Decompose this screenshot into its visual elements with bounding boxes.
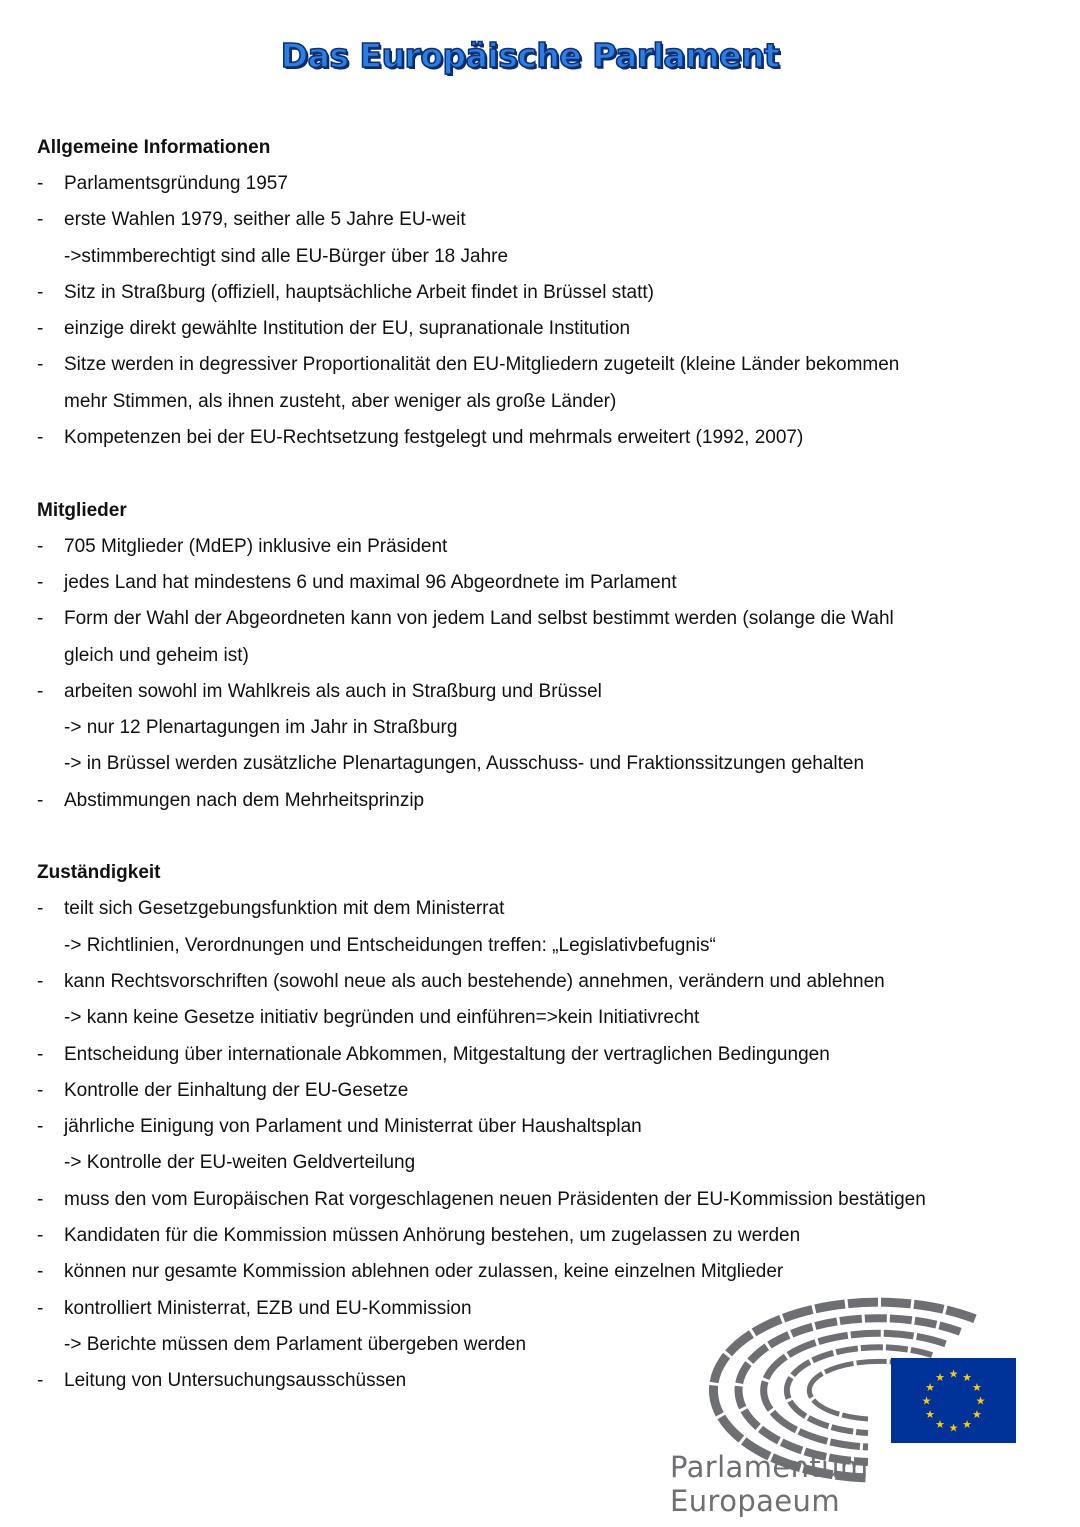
bullet-dash bbox=[37, 746, 64, 782]
list-item bbox=[37, 275, 1037, 311]
bullet-dash: - bbox=[37, 680, 44, 702]
bullet-dash: - bbox=[37, 571, 44, 593]
bullet-dash bbox=[37, 239, 64, 275]
section-heading: Zuständigkeit bbox=[37, 862, 161, 884]
list-item bbox=[37, 239, 1037, 275]
list-item bbox=[37, 1109, 1037, 1145]
bullet-dash: - bbox=[37, 898, 44, 920]
list-item bbox=[37, 746, 1037, 782]
list-item-text: muss den vom Europäischen Rat vorgeschlagenen neuen Präsidenten der EU-Kommission bestätigen bbox=[64, 1188, 926, 1210]
star-icon: ★ bbox=[975, 1395, 986, 1408]
list-item-text: Entscheidung über internationale Abkommen, Mitgestaltung der vertraglichen Bedingungen bbox=[64, 1043, 830, 1065]
list-item-text: -> kann keine Gesetze initiativ begründen und einführen=>kein Initiativrecht bbox=[64, 1007, 700, 1029]
bullet-dash: - bbox=[37, 354, 44, 376]
list-item bbox=[37, 420, 1037, 456]
bullet-dash: - bbox=[37, 318, 44, 340]
list-item bbox=[37, 601, 1037, 637]
logo-caption: Parlamentum Europaeum bbox=[670, 1450, 869, 1518]
star-icon: ★ bbox=[925, 1409, 936, 1421]
list-item-text: Kompetenzen bei der EU-Rechtsetzung festgelegt und mehrmals erweitert (1992, 2007) bbox=[64, 427, 804, 449]
list-item bbox=[37, 710, 1037, 746]
list-item bbox=[37, 1182, 1037, 1218]
star-icon: ★ bbox=[948, 1368, 959, 1381]
bullet-dash bbox=[37, 384, 64, 420]
bullet-dash: - bbox=[37, 1079, 44, 1101]
star-icon: ★ bbox=[971, 1382, 982, 1394]
list-item-text: jährliche Einigung von Parlament und Ministerrat über Haushaltsplan bbox=[64, 1116, 642, 1138]
list-item-text: kontrolliert Ministerrat, EZB und EU-Kommission bbox=[64, 1297, 472, 1319]
section-spacer bbox=[37, 819, 1037, 855]
list-item-text: Kandidaten für die Kommission müssen Anhörung bestehen, um zugelassen zu werden bbox=[64, 1225, 801, 1247]
list-item bbox=[37, 384, 1037, 420]
star-icon: ★ bbox=[935, 1372, 945, 1385]
star-icon: ★ bbox=[971, 1409, 982, 1421]
list-item-text: 705 Mitglieder (MdEP) inklusive ein Präsident bbox=[64, 535, 448, 557]
list-item-text: können nur gesamte Kommission ablehnen oder zulassen, keine einzelnen Mitglieder bbox=[64, 1261, 784, 1283]
section-heading: Mitglieder bbox=[37, 499, 127, 521]
list-item bbox=[37, 674, 1037, 710]
bullet-dash: - bbox=[37, 173, 44, 194]
list-item-text: -> Berichte müssen dem Parlament übergeben werden bbox=[64, 1333, 527, 1355]
list-item-text: -> nur 12 Plenartagungen im Jahr in Straßburg bbox=[64, 717, 458, 739]
bullet-dash: - bbox=[37, 1043, 44, 1065]
page-title: Das Europäische Parlament bbox=[280, 36, 780, 75]
bullet-dash: - bbox=[37, 209, 44, 231]
list-item-text: jedes Land hat mindestens 6 und maximal 96 Abgeordnete im Parlament bbox=[64, 571, 677, 593]
bullet-dash bbox=[37, 1000, 64, 1036]
list-item bbox=[37, 1037, 1037, 1073]
bullet-dash: - bbox=[37, 789, 44, 811]
bullet-dash: - bbox=[37, 1116, 44, 1138]
star-icon: ★ bbox=[935, 1418, 945, 1431]
list-item-text: Sitze werden in degressiver Proportionalität den EU-Mitgliedern zugeteilt (kleine Länder bekommen bbox=[64, 354, 900, 376]
bullet-dash bbox=[37, 1145, 64, 1181]
list-item bbox=[37, 891, 1037, 927]
star-icon: ★ bbox=[921, 1395, 932, 1408]
list-item-text: Leitung von Untersuchungsausschüssen bbox=[64, 1370, 407, 1392]
bullet-dash: - bbox=[37, 427, 44, 449]
list-item bbox=[37, 964, 1037, 1000]
star-icon: ★ bbox=[962, 1418, 972, 1431]
list-item-text: Kontrolle der Einhaltung der EU-Gesetze bbox=[64, 1079, 409, 1101]
bullet-dash: - bbox=[37, 281, 44, 303]
bullet-dash bbox=[37, 1327, 64, 1363]
list-item bbox=[37, 1145, 1037, 1181]
list-item bbox=[37, 202, 1037, 238]
list-item-text: einzige direkt gewählte Institution der EU, supranationale Institution bbox=[64, 318, 631, 340]
list-item-text: Sitz in Straßburg (offiziell, hauptsächliche Arbeit findet in Brüssel statt) bbox=[64, 281, 654, 303]
bullet-dash: - bbox=[37, 1261, 44, 1283]
section-spacer bbox=[37, 456, 1037, 492]
star-icon: ★ bbox=[962, 1372, 972, 1385]
list-item bbox=[37, 1073, 1037, 1109]
list-item bbox=[37, 1000, 1037, 1036]
bullet-dash bbox=[37, 710, 64, 746]
list-item bbox=[37, 1218, 1037, 1254]
list-item-text: ->stimmberechtigt sind alle EU-Bürger über 18 Jahre bbox=[64, 245, 509, 267]
list-item-text: -> Richtlinien, Verordnungen und Entscheidungen treffen: „Legislativbefugnis“ bbox=[64, 934, 716, 956]
list-item bbox=[37, 565, 1037, 601]
list-item-text: -> in Brüssel werden zusätzliche Plenartagungen, Ausschuss- und Fraktionssitzungen gehalten bbox=[64, 753, 865, 775]
star-icon: ★ bbox=[948, 1422, 959, 1435]
list-item-text: teilt sich Gesetzgebungsfunktion mit dem Ministerrat bbox=[64, 898, 505, 920]
list-item-text: -> Kontrolle der EU-weiten Geldverteilung bbox=[64, 1152, 416, 1174]
list-item-text: Abstimmungen nach dem Mehrheitsprinzip bbox=[64, 789, 425, 811]
bullet-dash: - bbox=[37, 1297, 44, 1319]
list-item bbox=[37, 783, 1037, 819]
bullet-dash: - bbox=[37, 970, 44, 992]
list-item bbox=[37, 928, 1037, 964]
list-item bbox=[37, 166, 1037, 202]
bullet-dash: - bbox=[37, 535, 44, 557]
bullet-dash bbox=[37, 638, 64, 674]
list-item bbox=[37, 1254, 1037, 1290]
list-item bbox=[37, 638, 1037, 674]
bullet-dash bbox=[37, 928, 64, 964]
list-item-text: Parlamentsgründung 1957 bbox=[64, 173, 288, 194]
list-item bbox=[37, 311, 1037, 347]
document-body bbox=[37, 130, 1037, 1400]
list-item-text: mehr Stimmen, als ihnen zusteht, aber weniger als große Länder) bbox=[64, 390, 617, 412]
bullet-dash: - bbox=[37, 1370, 44, 1392]
bullet-dash: - bbox=[37, 1188, 44, 1210]
list-item-text: Form der Wahl der Abgeordneten kann von jedem Land selbst bestimmt werden (solange die Wahl bbox=[64, 608, 894, 630]
list-item-text: erste Wahlen 1979, seither alle 5 Jahre EU-weit bbox=[64, 209, 466, 231]
list-item bbox=[37, 347, 1037, 383]
list-item-text: kann Rechtsvorschriften (sowohl neue als auch bestehende) annehmen, verändern und ablehnen bbox=[64, 970, 885, 992]
list-item-text: gleich und geheim ist) bbox=[64, 644, 249, 666]
bullet-dash: - bbox=[37, 1225, 44, 1247]
star-icon: ★ bbox=[925, 1382, 936, 1394]
list-item bbox=[37, 529, 1037, 565]
bullet-dash: - bbox=[37, 608, 44, 630]
section-heading: Allgemeine Informationen bbox=[37, 137, 271, 158]
list-item-text: arbeiten sowohl im Wahlkreis als auch in Straßburg und Brüssel bbox=[64, 680, 602, 702]
